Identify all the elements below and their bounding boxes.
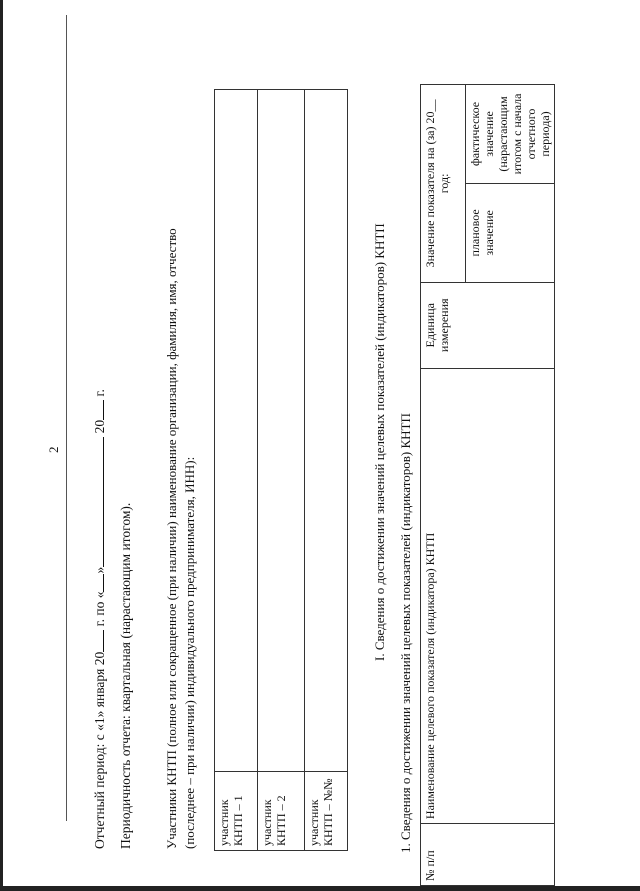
table-row (258, 90, 305, 851)
subsection-title: 1. Сведения о достижении значений целевых показателей (индикаторов) КНТП (398, 413, 413, 853)
participant-value (258, 90, 305, 772)
periodicity-line: Периодичность отчета: квартальная (нарастающим итогом). (118, 502, 133, 849)
column-header-unit: Единица измерения (421, 282, 555, 368)
participants-intro-line2: (последнее – при наличии) индивидуального предпринимателя, ИНН): (182, 456, 197, 849)
participant-label-line1: участник (217, 799, 231, 846)
participant-value (305, 90, 348, 772)
column-header-number: № п/п (421, 824, 555, 886)
reporting-period-to: г. по « (92, 591, 107, 627)
participant-label (258, 772, 305, 851)
participant-value (215, 90, 258, 772)
table-row (215, 90, 258, 851)
column-header-actual: фактическое значение (нарастающим итогом с начала отчетного периода) (466, 85, 555, 184)
reporting-period-suffix: г. (92, 389, 107, 397)
header-rule (66, 15, 67, 821)
participants-intro-line1: Участники КНТП (полное или сокращенное (при наличии) наименование организации, фамилия, имя, отчество (164, 228, 179, 849)
participant-label-line1: участник (260, 799, 274, 846)
participant-label-line2: КНТП – 2 (274, 795, 288, 846)
column-header-value-group: Значение показателя на (за) 20__ год: (421, 85, 466, 283)
participant-label-line2: КНТП – 1 (231, 795, 245, 846)
table-row (305, 90, 348, 851)
table-row (421, 85, 466, 886)
reporting-period-line (92, 389, 108, 849)
indicators-table (420, 84, 555, 886)
participant-label (215, 772, 258, 851)
section-title: I. Сведения о достижении значений целевых показателей (индикаторов) КНТП (372, 223, 387, 661)
column-header-name: Наименование целевого показателя (индикатора) КНТП (421, 368, 555, 823)
participant-label-line2: КНТП – №№ (321, 778, 335, 846)
column-header-planned: плановое значение (466, 183, 555, 282)
reporting-period-quote: » (92, 566, 107, 574)
participants-table (214, 89, 348, 851)
participant-label (305, 772, 348, 851)
reporting-period-prefix: Отчетный период: с «1» января 20 (92, 651, 107, 849)
reporting-period-year: 20 (92, 419, 107, 434)
participant-label-line1: участник (307, 799, 321, 846)
page-number: 2 (46, 446, 61, 453)
